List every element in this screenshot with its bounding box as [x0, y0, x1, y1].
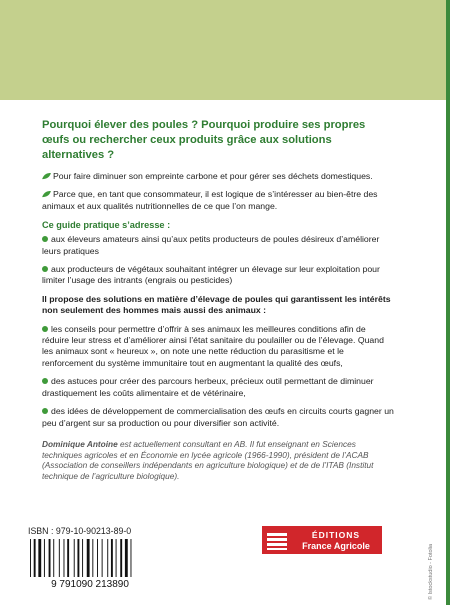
- solutions-heading: Il propose des solutions en matière d’élevage de poules qui garantissent les intérêts non seulement des hommes mais aussi des animaux :: [42, 293, 391, 316]
- barcode-bar: [38, 539, 41, 577]
- author-bio-text: est actuellement consultant en AB. Il fut enseignant en Sciences techniques agricoles et en Économie en lycée agricole (1966-1990), président de l’ACAB (Association de conseillers indépendants en agriculture biologique) et de de l’ITAB (Institut technique de l’agriculture biologique).: [42, 438, 374, 481]
- barcode-bar: [92, 539, 93, 577]
- barcode-bar: [120, 539, 122, 577]
- barcode-bar: [116, 539, 117, 577]
- guide-heading: Ce guide pratique s’adresse :: [42, 220, 171, 231]
- barcode-bar: [82, 539, 83, 577]
- motivation-text: Pour faire diminuer son empreinte carbone et pour gérer ses déchets domestiques.: [53, 171, 373, 181]
- barcode: [26, 539, 154, 589]
- solution-text: des astuces pour créer des parcours herbeux, précieux outil permettant de diminuer drastiquement les coûts alimentaire et de vétérinaire,: [42, 376, 374, 398]
- audience-text: aux éleveurs amateurs ainsi qu’aux petits producteurs de poules désireux d’améliorer leurs pratiques: [42, 234, 380, 256]
- solution-text: les conseils pour permettre d’offrir à ses animaux les meilleures conditions afin de réduire leur stress et d’améliorer ainsi l’état sanitaire du poulailler ou de l’élevage. Quand les animaux sont « heureux », on note une nette réduction du parasitisme et le renforcement du système immunitaire tout en augmentant la qualité des œufs,: [42, 323, 384, 368]
- audience-item: [42, 234, 394, 257]
- barcode-bar: [111, 539, 113, 577]
- spine-edge: [446, 0, 450, 605]
- back-cover-text: [42, 118, 394, 490]
- motivation-item: [42, 189, 394, 212]
- barcode-bar: [125, 539, 128, 577]
- barcode-bar: [107, 539, 108, 577]
- motivation-text: Parce que, en tant que consommateur, il est logique de s’intéresser au bien-être des animaux et aux qualités nutritionnelles de ce que l’on mange.: [42, 189, 378, 211]
- barcode-bar: [77, 539, 79, 577]
- solution-item: [42, 376, 394, 399]
- solution-item: [42, 324, 394, 370]
- audience-item: [42, 264, 394, 287]
- barcode-bar: [44, 539, 45, 577]
- solution-item: [42, 406, 394, 429]
- barcode-bar: [64, 539, 65, 577]
- top-color-band: [0, 0, 450, 100]
- barcode-bar: [53, 539, 54, 577]
- headline: Pourquoi élever des poules ? Pourquoi produire ses propres œufs ou rechercher ceux produits grâce aux solutions alternatives ?: [42, 119, 366, 161]
- barcode-bar: [87, 539, 90, 577]
- leaf-icon: [42, 191, 51, 198]
- author-name: Dominique Antoine: [42, 438, 118, 449]
- barcode-bar: [59, 539, 60, 577]
- barcode-bar: [97, 539, 98, 577]
- motivation-item: [42, 171, 394, 182]
- barcode-bar: [74, 539, 75, 577]
- photo-credit: © Istockstudio - Fotolia: [428, 543, 434, 600]
- publisher-line2: France Agricole: [302, 541, 370, 551]
- green-dot-icon: [42, 378, 48, 384]
- barcode-bar: [131, 539, 132, 577]
- barcode-bar: [67, 539, 69, 577]
- barcode-digits: 9 791090 213890: [51, 579, 129, 589]
- audience-text: aux producteurs de végétaux souhaitant intégrer un élevage sur leur exploitation pour limiter l’usage des intrants (engrais ou pesticides): [42, 264, 380, 286]
- green-dot-icon: [42, 266, 48, 272]
- green-dot-icon: [42, 236, 48, 242]
- green-dot-icon: [42, 408, 48, 414]
- barcode-bar: [30, 539, 31, 577]
- barcode-bar: [102, 539, 103, 577]
- author-bio: [42, 439, 394, 481]
- barcode-bar: [49, 539, 51, 577]
- publisher-line1: ÉDITIONS: [311, 530, 361, 540]
- leaf-icon: [42, 173, 51, 180]
- green-dot-icon: [42, 326, 48, 332]
- isbn-label: ISBN : 979-10-90213-89-0: [28, 526, 132, 536]
- solution-text: des idées de développement de commercialisation des œufs en circuits courts gagner un peu d’argent sur sa production ou pour diversifier son activité.: [42, 406, 394, 428]
- publisher-logo: [262, 526, 382, 554]
- barcode-bar: [34, 539, 36, 577]
